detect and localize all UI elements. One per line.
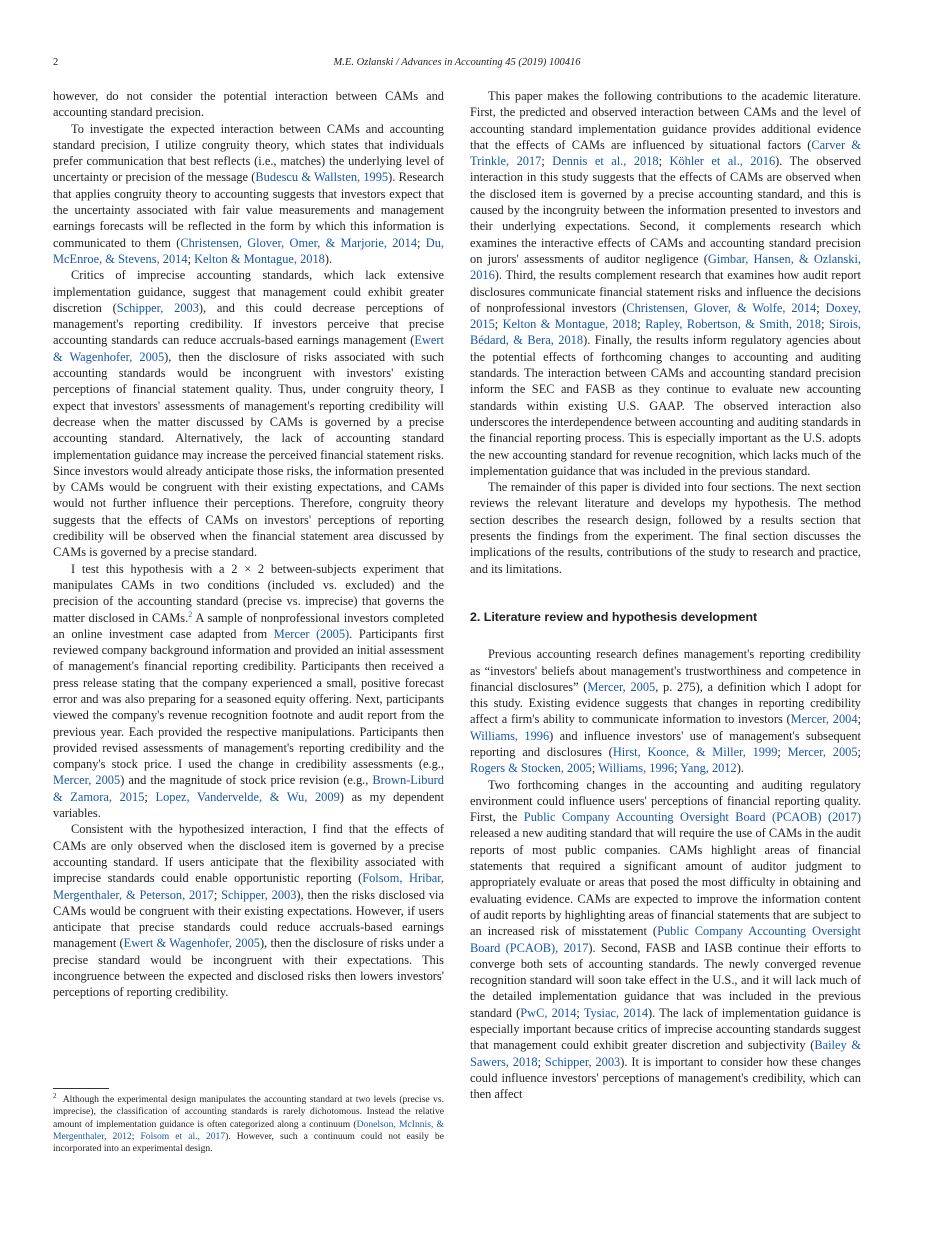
citation-link[interactable]: Mercer (2005) <box>273 626 350 641</box>
page-header <box>53 57 861 71</box>
citation-link[interactable]: Christensen, Glover, & Wolfe, 2014 <box>626 300 817 315</box>
citation-link[interactable]: Folsom et al., 2017 <box>140 1130 226 1142</box>
paragraph: Consistent with the hypothesized interaction, I find that the effects of CAMs are only observed when the disclosed item is governed by a precise accounting standard. If users anticipate that the flexibility associated with imprecise standards could enable opportunistic reporting (Folsom, Hribar, Mergenthaler, & Peterson, 2017; Schipper, 2003), then the risks disclosed via CAMs would be congruent with their existing expectations. However, if users anticipate that precise standards could reduce accruals-based earnings management (Ewert & Wagenhofer, 2005), then the disclosure of risks under a precise standard would be incongruent with their expectations. This incongruence between the expected and disclosed risks then lowers investors' perceptions of reporting credibility. <box>53 822 445 1000</box>
paragraph: Two forthcoming changes in the accounting and auditing regulatory environment could influence users' perceptions of financial reporting quality. First, the Public Company Accounting Oversight Board (PCAOB) (2017) released a new auditing standard that will require the use of CAMs in the audit reports of most public companies. CAMs highlight areas of financial statements that required a significant amount of auditor judgment to appropriately evaluate or areas that posed the most difficulty in obtaining and evaluating evidence. CAMs are expected to improve the information content of audit reports by highlighting areas of financial statements that are subject to an increased risk of misstatement (Public Company Accounting Oversight Board (PCAOB), 2017). Second, FASB and IASB continue their efforts to converge both sets of accounting standards. The newly converged revenue recognition standard will soon take effect in the U.S., and it will lack much of the detailed implementation guidance that was included in the previous standard (PwC, 2014; Tysiac, 2014). The lack of implementation guidance is especially important because critics of imprecise accounting standards suggest that management could exhibit greater discretion and subjectivity (Bailey & Sawers, 2018; Schipper, 2003). It is important to consider how these changes could influence investors' perceptions of management's credibility, which can then affect <box>470 777 862 1102</box>
paragraph: Previous accounting research defines management's reporting credibility as “investors' beliefs about management's trustworthiness and competence in financial disclosures” (Mercer, 2005, p. 275), a definition which I adopt for this study. Existing evidence suggests that changes in reporting credibility affect a firm's ability to communicate information to investors (Mercer, 2004; Williams, 1996) and influence investors' use of management's subsequent reporting and disclosures (Hirst, Koonce, & Miller, 1999; Mercer, 2005; Rogers & Stocken, 2005; Williams, 1996; Yang, 2012). <box>470 647 862 776</box>
citation-link[interactable]: Rogers & Stocken, 2005 <box>470 761 592 776</box>
right-column <box>470 88 861 1103</box>
citation-link[interactable]: Mercer, 2005 <box>787 744 858 759</box>
citation-link[interactable]: PwC, 2014 <box>520 1005 577 1020</box>
citation-link[interactable]: Dennis et al., 2018 <box>552 154 659 169</box>
footnote-number: 2 <box>53 1091 57 1100</box>
citation-link[interactable]: Bailey & Sawers, 2018 <box>470 1038 861 1069</box>
citation-link[interactable]: Brown-Liburd & Zamora, 2015 <box>53 773 444 804</box>
citation-link[interactable]: Kelton & Montague, 2018 <box>194 251 325 266</box>
paragraph: Critics of imprecise accounting standards, which lack extensive implementation guidance, suggest that management could exhibit greater discretion (Schipper, 2003), and this could decrease perceptions of management's reporting credibility. If investors perceive that precise accounting standards can reduce accruals-based earnings management (Ewert & Wagenhofer, 2005), then the disclosure of risks associated with such accounting standards would be incongruent with investors' existing perceptions of financial statement quality. Thus, under congruity theory, I expect that investors' assessments of management's reporting credibility will decrease when the matter discussed by CAMs is governed by a precise accounting standard. Alternatively, the lack of accounting standard implementation guidance may increase the perceived financial statement risks. Since investors would already anticipate those risks, the information presented by CAMs would be congruent with their existing expectations, and CAMs would not further influence their perceptions. Therefore, congruity theory suggests that the effects of CAMs on investors' perceptions of reporting credibility will be observed when the financial statement area discussed by CAMs is governed by a precise standard. <box>53 268 444 560</box>
citation-link[interactable]: Williams, 1996 <box>598 761 675 776</box>
citation-link[interactable]: Hirst, Koonce, & Miller, 1999 <box>612 744 778 759</box>
page-number: 2 <box>53 57 59 68</box>
citation-link[interactable]: Sirois, Bédard, & Bera, 2018 <box>470 317 861 348</box>
citation-link[interactable]: Tysiac, 2014 <box>583 1005 649 1020</box>
citation-link[interactable]: Ewert & Wagenhofer, 2005 <box>53 333 444 364</box>
citation-link[interactable]: Schipper, 2003 <box>544 1054 621 1069</box>
citation-link[interactable]: Rapley, Robertson, & Smith, 2018 <box>645 317 822 332</box>
citation-link[interactable]: Carver & Trinkle, 2017 <box>470 137 861 169</box>
citation-link[interactable]: Mercer, 2004 <box>790 712 858 727</box>
citation-link[interactable]: Köhler et al., 2016 <box>669 154 776 169</box>
citation-link[interactable]: Public Company Accounting Oversight Board (PCAOB), 2017 <box>470 924 861 955</box>
citation-link[interactable]: Budescu & Wallsten, 1995 <box>255 170 389 185</box>
footnote-marker[interactable]: 2 <box>188 609 193 619</box>
paragraph: This paper makes the following contributions to the academic literature. First, the predicted and observed interaction between CAMs and the level of accounting standard implementation guidance provides additional evidence that the effects of CAMs are influenced by situational factors (Carver & Trinkle, 2017; Dennis et al., 2018; Köhler et al., 2016). The observed interaction in this study suggests that the effects of CAMs are observed when the disclosed item is governed by a precise accounting standard, and this is caused by the incongruity between the information presented to investors and their underlying expectations. Second, it complements research which examines the interactive effects of CAMs and accounting standard precision on jurors' assessments of auditor negligence (Gimbar, Hansen, & Ozlanski, 2016). Third, the results complement research that examines how audit report disclosures communicate financial statement risks and influence the decisions of nonprofessional investors (Christensen, Glover, & Wolfe, 2014; Doxey, 2015; Kelton & Montague, 2018; Rapley, Robertson, & Smith, 2018; Sirois, Bédard, & Bera, 2018). Finally, the results inform regulatory agencies about the potential effects of forthcoming changes to accounting and auditing standards. The interaction between CAMs and accounting standard precision inform the SEC and FASB as they continue to evaluate new accounting standards within existing U.S. GAAP. The observed interaction also underscores the interdependence between accounting and auditing standards in the financial reporting process. This is especially important as the U.S. adopts the new accounting standard for revenue recognition, which lacks much of the implementation guidance that was included in the previous standard. <box>470 89 862 478</box>
citation-link[interactable]: Public Company Accounting Oversight Board (PCAOB) (2017) <box>523 810 862 825</box>
citation-link[interactable]: Yang, 2012 <box>680 761 737 776</box>
section-heading: 2. Literature review and hypothesis development <box>470 609 758 624</box>
footnote: $^2$ Although the experimental design manipulates the accounting standard at two levels (precise vs. imprecise), the classification of accounting standards is rarely dichotomous. Instead the relative amount of implementation guidance is often categorized along a continuum (Donelson, McInnis, & Mergenthaler, 2012; Folsom et al., 2017). However, such a continuum could not easily be incorporated into an experimental design. <box>53 1091 444 1155</box>
journal-citation: M.E. Ozlanski / Advances in Accounting 45 (2019) 100416 <box>333 57 581 68</box>
citation-link[interactable]: Doxey, 2015 <box>470 300 861 332</box>
citation-link[interactable]: Schipper, 2003 <box>116 300 199 315</box>
citation-link[interactable]: Donelson, McInnis, & Mergenthaler, 2012 <box>53 1118 444 1142</box>
citation-link[interactable]: Williams, 1996 <box>470 728 550 743</box>
citation-link[interactable]: Folsom, Hribar, Mergenthaler, & Peterson, 2017 <box>53 871 444 902</box>
citation-link[interactable]: Mercer, 2005 <box>53 773 121 788</box>
citation-link[interactable]: Schipper, 2003 <box>221 887 297 902</box>
citation-link[interactable]: Christensen, Glover, Omer, & Marjorie, 2014 <box>180 235 418 250</box>
left-column <box>53 88 444 1001</box>
citation-link[interactable]: Lopez, Vandervelde, & Wu, 2009 <box>155 789 340 804</box>
citation-link[interactable]: Kelton & Montague, 2018 <box>502 317 638 332</box>
citation-link[interactable]: Mercer, 2005 <box>587 679 656 694</box>
citation-link[interactable]: Gimbar, Hansen, & Ozlanski, 2016 <box>470 251 861 283</box>
paragraph: I test this hypothesis with a 2 × 2 between-subjects experiment that manipulates CAMs in two conditions (included vs. excluded) and the precision of the accounting standard (precise vs. imprecise) that governs the matter disclosed in CAMs.$^2$ A sample of nonprofessional investors completed an online investment case adapted from Mercer (2005). Participants first reviewed company background information and provided an initial assessment of management's financial reporting credibility. Participants then received a press release stating that the company experienced a small, positive forecast error and was also preparing for a seasoned equity offering. Next, participants viewed the company's revenue recognition footnote and audit report from the previous year. Each provided the respective manipulations. Participants then provided revised assessments of management's reporting credibility and the company's stock price. I used the change in credibility assessments (e.g., Mercer, 2005) and the magnitude of stock price revision (e.g., Brown-Liburd & Zamora, 2015; Lopez, Vandervelde, & Wu, 2009) as my dependent variables. <box>53 561 445 821</box>
paragraph: To investigate the expected interaction between CAMs and accounting standard precision, I utilize congruity theory, which states that individuals prefer communication that best reflects (i.e., matches) the underlying level of uncertainty or precision of the message (Budescu & Wallsten, 1995). Research that applies congruity theory to accounting suggests that investors expect that the uncertainty associated with fair value measurements and management earnings forecasts will be reflected in the form by which this information is communicated to them (Christensen, Glover, Omer, & Marjorie, 2014; Du, McEnroe, & Stevens, 2014; Kelton & Montague, 2018). <box>53 121 445 266</box>
paragraph: The remainder of this paper is divided into four sections. The next section reviews the relevant literature and develops my hypothesis. The method section describes the research design, followed by a results section that presents the findings from the experiment. The final section discusses the implications of the results, contributions of the study to research and practice, and its limitations. <box>470 480 861 576</box>
paragraph: however, do not consider the potential interaction between CAMs and accounting standard precision. <box>53 89 444 120</box>
citation-link[interactable]: Du, McEnroe, & Stevens, 2014 <box>53 235 445 266</box>
citation-link[interactable]: Ewert & Wagenhofer, 2005 <box>123 936 260 951</box>
footnote-divider <box>53 1088 109 1089</box>
